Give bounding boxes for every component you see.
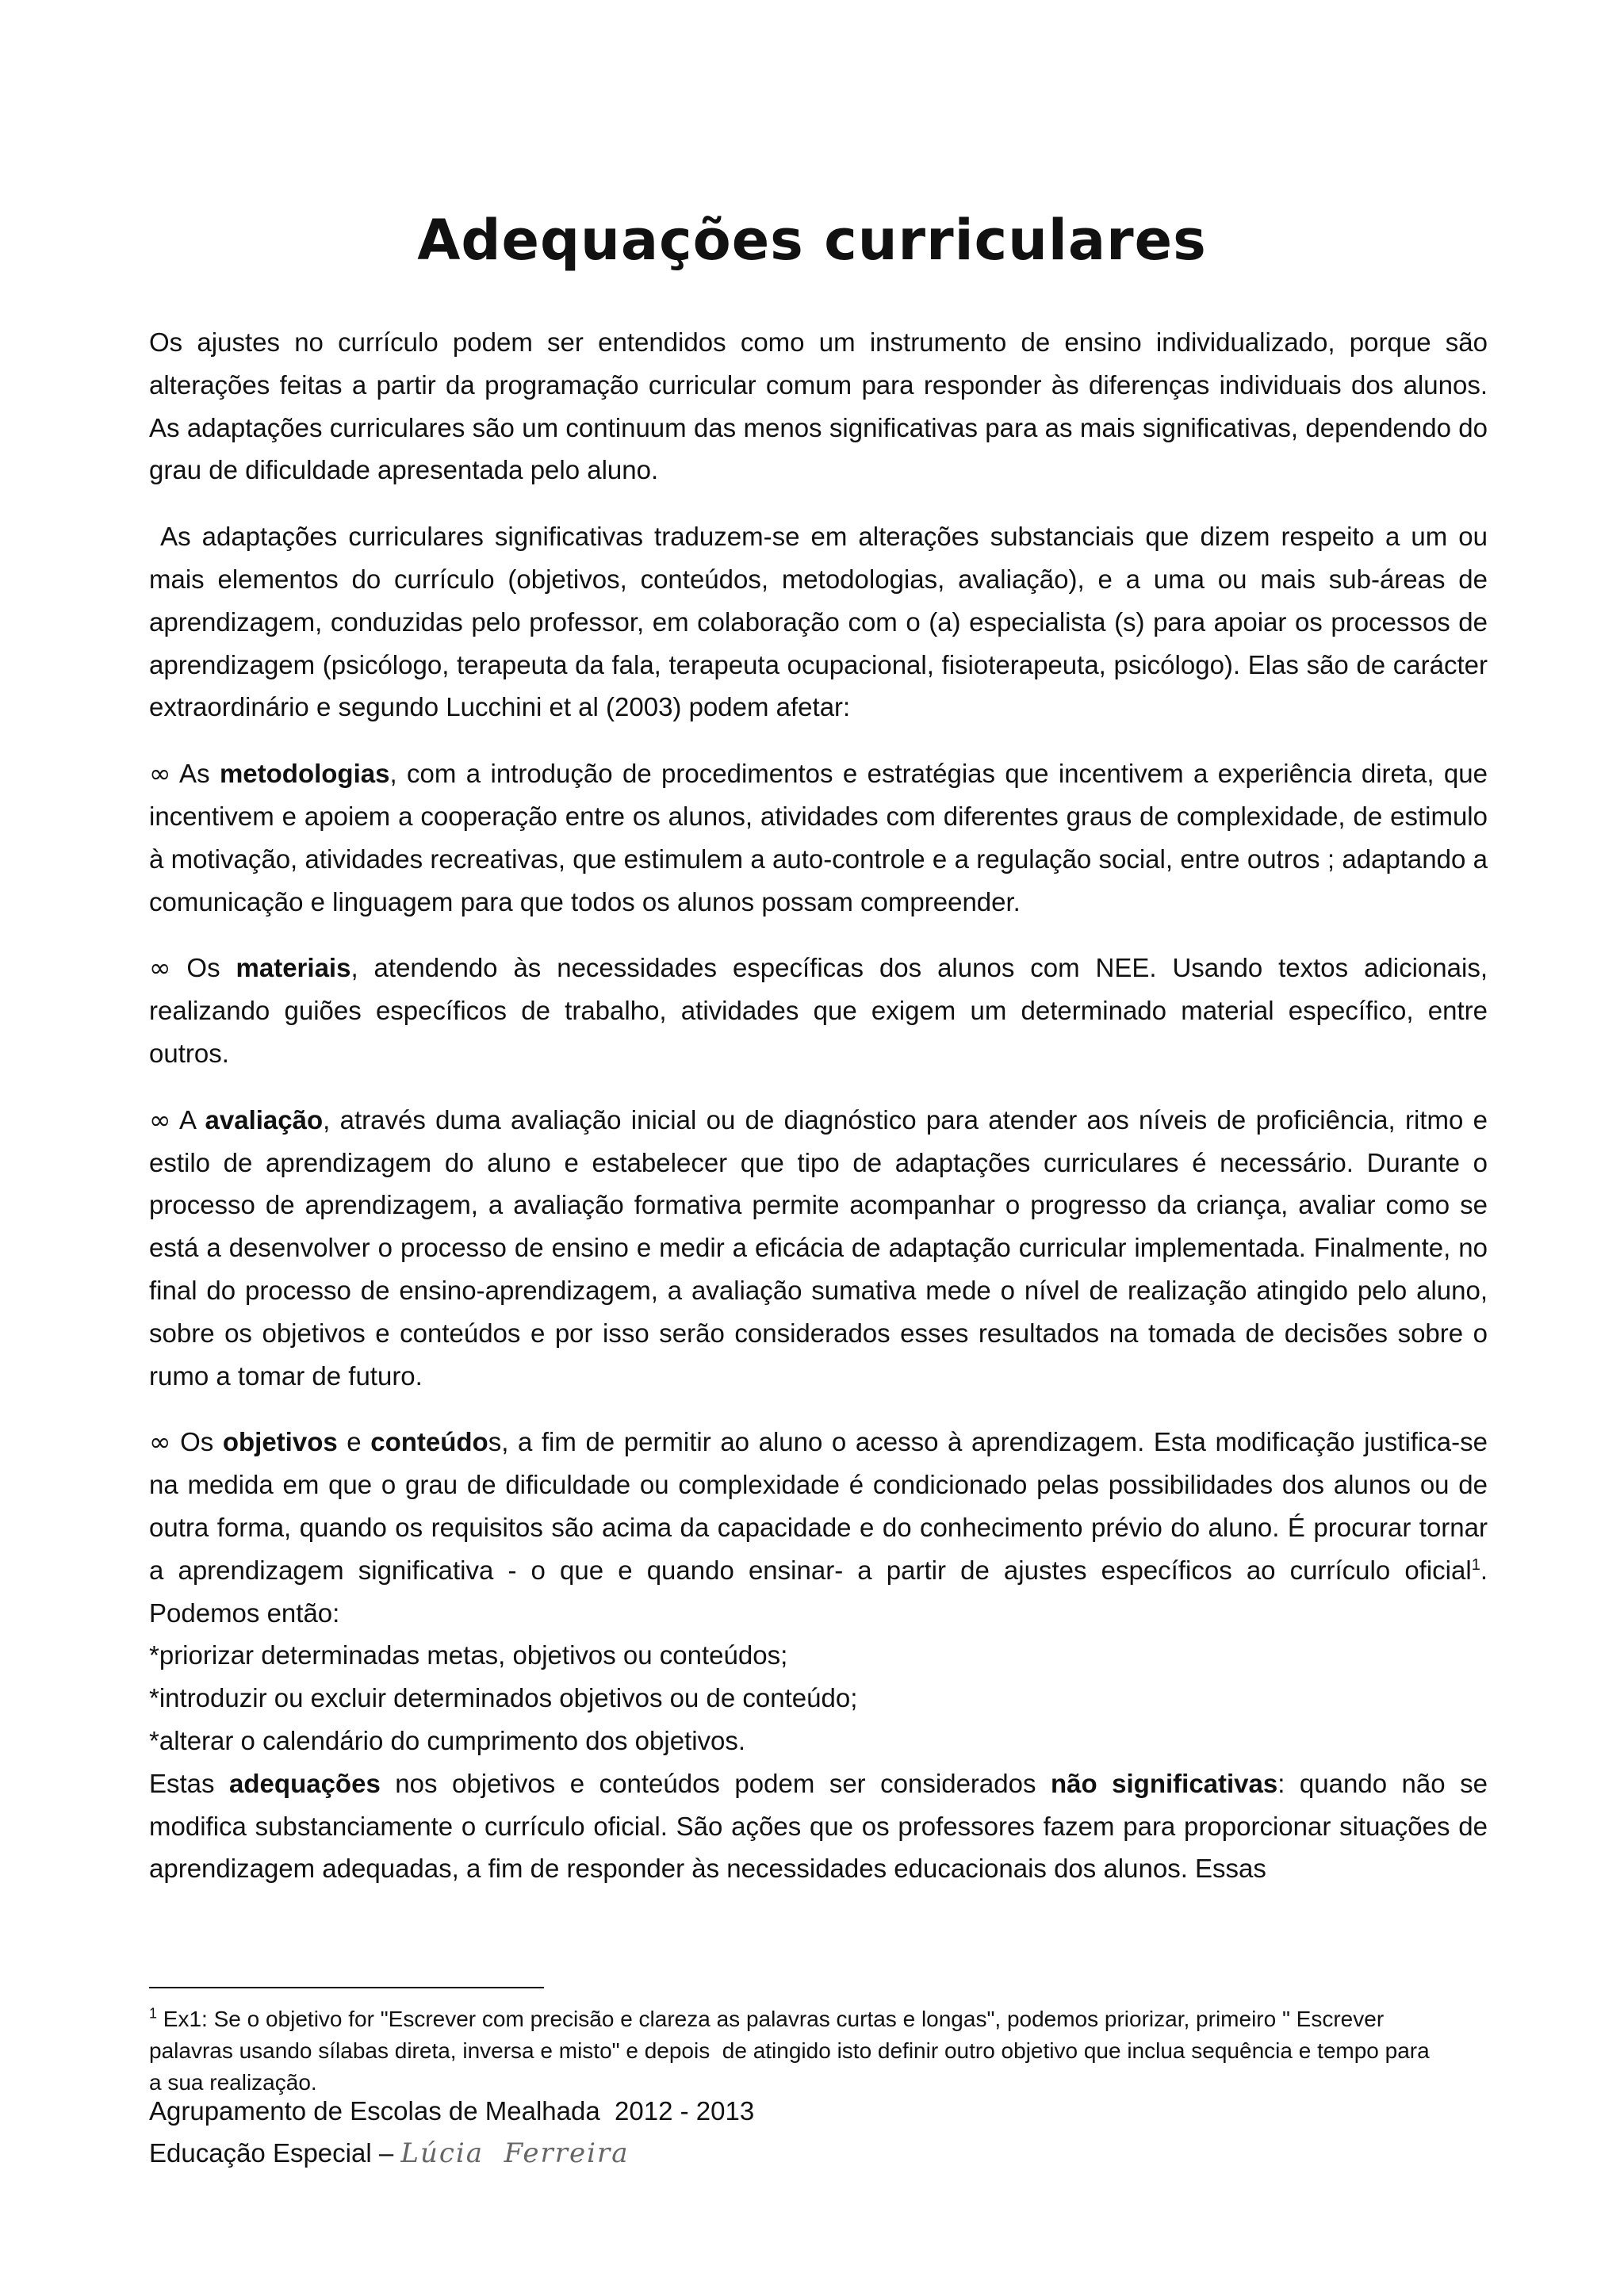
document-body (149, 321, 1503, 1890)
item-keyword: avaliação (205, 1104, 324, 1135)
paragraph-significant-adaptations: As adaptações curriculares significativas traduzem-se em alterações substanciais que dizem respeito a um ou mais elementos do currículo (objetivos, conteúdos, metodologias, avaliação), e a uma ou mais sub-áreas de aprendizagem, conduzidas pelo professor, em colaboração com o (a) especialista (s) para apoiar os processos de aprendizagem (psicólogo, terapeuta da fala, terapeuta ocupacional, fisioterapeuta, psicólogo). Elas são de carácter extraordinário e segundo Lucchini et al (2003) podem afetar: (149, 522, 1496, 722)
author-signature: Lúcia Ferreira (400, 2137, 630, 2169)
footnote-reference[interactable]: 1 (1471, 1556, 1480, 1574)
item-text: , através duma avaliação inicial ou de diagnóstico para atender aos níveis de proficiência, ritmo e estilo de aprendizagem do aluno e estabelecer que tipo de adaptações curriculares é necessário. Durante o processo de aprendizagem, a avaliação formativa permite acompanhar o progresso da criança, avaliar como se está a desenvolver o processo de ensino e medir a eficácia de adaptação curricular implementada. Finalmente, no final do processo de ensino-aprendizagem, a avaliação sumativa mede o nível de realização atingido pelo aluno, sobre os objetivos e conteúdos e por isso serão considerados esses resultados na tomada de decisões sobre o rumo a tomar de futuro. (149, 1104, 1488, 1391)
list-item: *priorizar determinadas metas, objetivos ou conteúdos; (149, 1640, 788, 1670)
footnote (149, 2003, 1434, 2099)
infinity-bullet-icon: ∞ (149, 1104, 171, 1135)
paragraph-closing (149, 1762, 1488, 1890)
item-text: s, a fim de permitir ao aluno o acesso à aprendizagem. Esta modificação justifica-se na medida em que o grau de dificuldade ou complexidade é condicionado pelas possibilidades dos alunos ou de outra forma, quando os requisitos são acima da capacidade e do conhecimento prévio do aluno. É procurar tornar a aprendizagem significativa - o que e quando ensinar- a partir de ajustes específicos ao currículo oficial (149, 1427, 1488, 1585)
paragraph-intro: Os ajustes no currículo podem ser entendidos como um instrumento de ensino individualizado, porque são alterações feitas a partir da programação curricular comum para responder às diferenças individuais dos alunos. As adaptações curriculares são um continuum das menos significativas para as mais significativas, dependendo do grau de dificuldade apresentada pelo aluno. (149, 327, 1488, 485)
item-keyword-conteudos: conteúdo (370, 1427, 488, 1457)
item-avaliacao (149, 1099, 1488, 1398)
page-footer (149, 2090, 754, 2175)
item-keyword-objetivos: objetivos (222, 1427, 338, 1457)
item-mid: e (337, 1427, 371, 1457)
item-materiais (149, 947, 1488, 1074)
item-pre: A (170, 1104, 205, 1135)
item-keyword: materiais (236, 953, 351, 983)
closing-keyword-nao-significativas: não significativas (1050, 1768, 1278, 1798)
footnote-separator (149, 1987, 544, 1988)
closing-keyword-adequacoes: adequações (229, 1768, 381, 1798)
footer-department-label: Educação Especial – (149, 2138, 401, 2168)
list-item: *introduzir ou excluir determinados objetivos ou de conteúdo; (149, 1683, 858, 1713)
closing-pre: Estas (149, 1768, 230, 1798)
footer-department (149, 2132, 754, 2175)
infinity-bullet-icon: ∞ (149, 1426, 171, 1458)
page-title: Adequações curriculares (417, 208, 1207, 273)
item-keyword: metodologias (219, 759, 390, 789)
item-objetivos (149, 1421, 1503, 1634)
item-pre: Os (170, 953, 236, 983)
infinity-bullet-icon: ∞ (149, 758, 171, 790)
footnote-text: Ex1: Se o objetivo for "Escrever com precisão e clareza as palavras curtas e longas", podemos priorizar, primeiro " Escrever palavras usando sílabas direta, inversa e misto" e depois de atingido isto definir outro objetivo que inclua sequência e tempo para a sua realização. (149, 2007, 1436, 2095)
closing-text: : quando não se modifica substanciamente o currículo oficial. São ações que os professores fazem para proporcionar situações de aprendizagem adequadas, a fim de responder às necessidades educacionais dos alunos. Essas (149, 1768, 1488, 1884)
item-text: , atendendo às necessidades específicas dos alunos com NEE. Usando textos adicionais, realizando guiões específicos de trabalho, atividades que exigem um determinado material específico, entre outros. (149, 953, 1488, 1068)
footer-school: Agrupamento de Escolas de Mealhada 2012 - 2013 (149, 2096, 755, 2126)
footnote-mark: 1 (149, 2005, 158, 2022)
item-pre: Os (170, 1427, 223, 1457)
closing-mid: nos objetivos e conteúdos podem ser considerados (380, 1768, 1051, 1798)
infinity-bullet-icon: ∞ (149, 952, 171, 984)
item-text: , com a introdução de procedimentos e estratégias que incentivem a experiência direta, que incentivem e apoiem a cooperação entre os alunos, atividades com diferentes graus de complexidade, de estimulo à motivação, atividades recreativas, que estimulem a auto-controle e a regulação social, entre outros ; adaptando a comunicação e linguagem para que todos os alunos possam compreender. (149, 759, 1488, 916)
list-item: *alterar o calendário do cumprimento dos objetivos. (149, 1725, 746, 1755)
item-pre: As (170, 759, 220, 789)
item-tail: . Podemos então: (149, 1555, 1503, 1628)
item-metodologias (149, 752, 1488, 923)
